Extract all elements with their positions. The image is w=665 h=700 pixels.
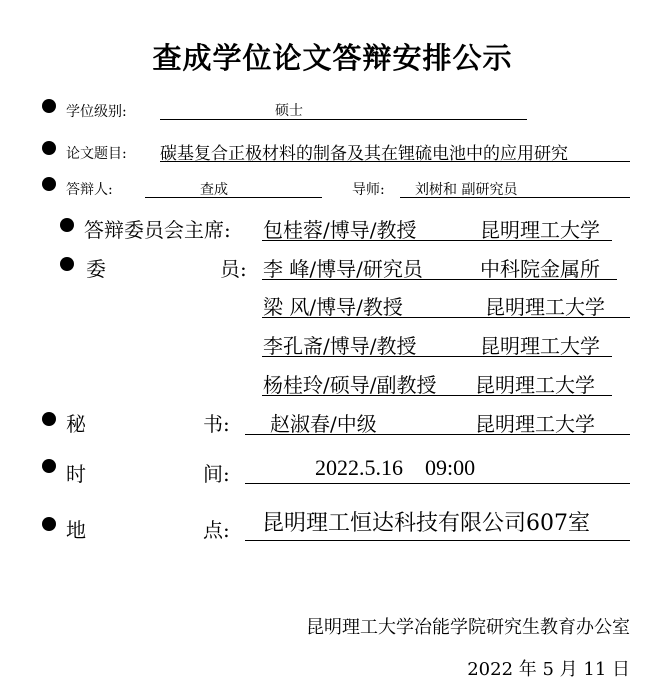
member-name: 梁 风/博导/教授 <box>263 295 403 319</box>
member-name: 李 峰/博导/研究员 <box>263 257 423 281</box>
secretary-label-2: 书: <box>203 412 230 436</box>
time-underline <box>245 483 630 484</box>
member-org: 昆明理工大学 <box>475 373 595 397</box>
issuing-office: 昆明理工大学冶能学院研究生教育办公室 <box>306 617 630 638</box>
members-label-2: 员: <box>220 257 247 281</box>
member-underline <box>262 395 612 396</box>
committee-chair-org: 昆明理工大学 <box>480 218 600 242</box>
member-name: 杨桂玲/硕导/副教授 <box>263 373 437 397</box>
location-label-1: 地 <box>66 518 86 542</box>
members-label-1: 委 <box>86 257 106 281</box>
defender-underline <box>145 197 322 198</box>
degree-value: 硕士 <box>275 103 303 119</box>
time-label-2: 间: <box>203 462 230 486</box>
location-label-2: 点: <box>203 518 230 542</box>
bullet-icon <box>42 459 56 473</box>
thesis-underline <box>160 161 630 162</box>
bullet-icon <box>42 412 56 426</box>
member-org: 中科院金属所 <box>480 257 600 281</box>
degree-label: 学位级别: <box>66 104 127 120</box>
secretary-name: 赵淑春/中级 <box>270 412 377 436</box>
advisor-label: 导师: <box>352 182 385 198</box>
time-label-1: 时 <box>66 462 86 486</box>
issue-date: 2022 年 5 月 11 日 <box>467 659 630 680</box>
secretary-label-1: 秘 <box>66 412 86 436</box>
degree-underline <box>160 119 527 120</box>
secretary-underline <box>245 434 630 435</box>
bullet-icon <box>42 517 56 531</box>
advisor-name: 刘树和 副研究员 <box>415 182 518 198</box>
location-underline <box>245 540 630 541</box>
bullet-icon <box>60 257 74 271</box>
secretary-org: 昆明理工大学 <box>475 412 595 436</box>
member-org: 昆明理工大学 <box>480 334 600 358</box>
defense-time: 2022.5.16 09:00 <box>315 455 476 480</box>
bullet-icon <box>60 218 74 232</box>
member-underline <box>262 279 617 280</box>
member-org: 昆明理工大学 <box>485 295 605 319</box>
defense-location: 昆明理工恒达科技有限公司607室 <box>262 511 590 536</box>
bullet-icon <box>42 99 56 113</box>
thesis-title: 碳基复合正极材料的制备及其在锂硫电池中的应用研究 <box>160 144 568 164</box>
committee-chair-underline <box>262 240 612 241</box>
member-underline <box>262 356 612 357</box>
defender-label: 答辩人: <box>66 182 113 198</box>
advisor-underline <box>400 197 630 198</box>
page-title: 查成学位论文答辩安排公示 <box>152 41 513 75</box>
committee-chair-label: 答辩委员会主席: <box>84 218 231 242</box>
member-name: 李孔斋/博导/教授 <box>263 334 417 358</box>
defender-name: 查成 <box>200 182 228 198</box>
member-underline <box>262 317 630 318</box>
bullet-icon <box>42 141 56 155</box>
bullet-icon <box>42 177 56 191</box>
thesis-label: 论文题目: <box>66 146 127 162</box>
committee-chair-name: 包桂蓉/博导/教授 <box>263 218 417 242</box>
